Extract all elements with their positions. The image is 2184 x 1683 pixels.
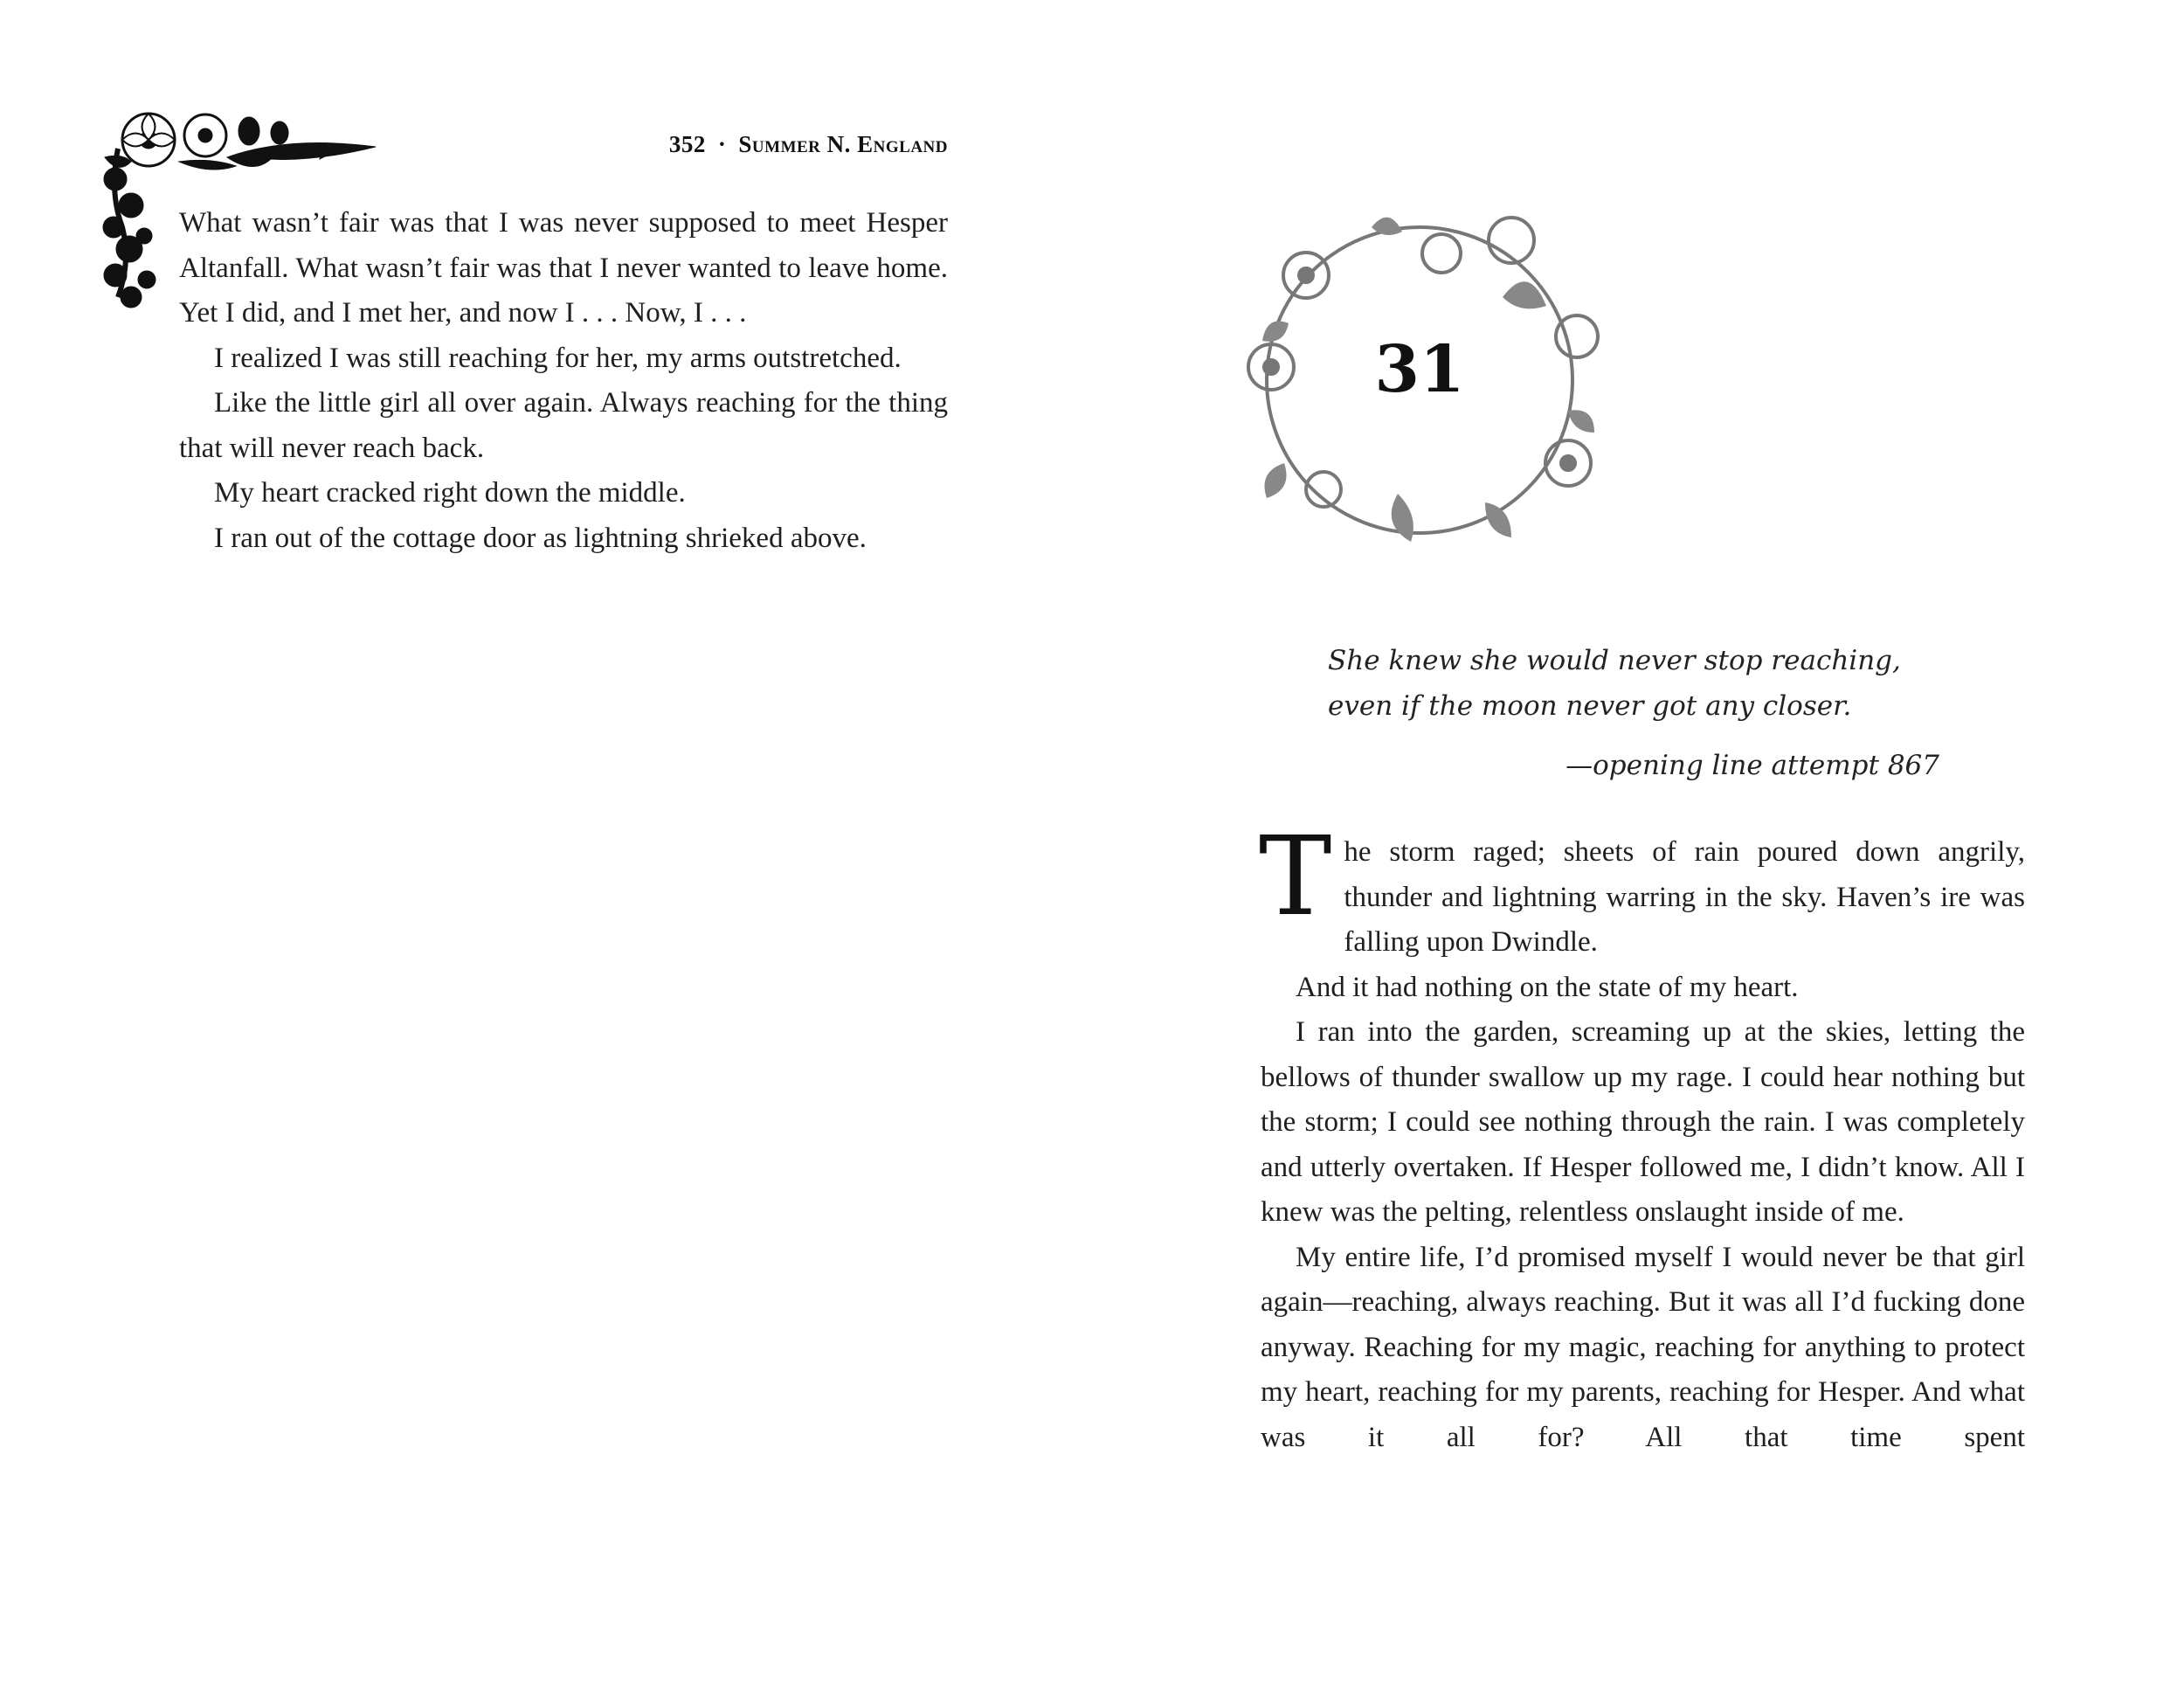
epigraph-source: —opening line attempt 867 (1565, 750, 1939, 781)
paragraph: And it had nothing on the state of my heart. (1296, 971, 1799, 1003)
opening-paragraph (1259, 814, 2025, 966)
paragraph: My heart cracked right down the middle. (214, 477, 686, 509)
paragraph: What wasn’t fair was that I was never supposed to meet Hesper Altanfall. What wasn’t fair was that I never wanted to leave home. Yet I did, and I met her, and now I . . . Now, I . . . (179, 207, 948, 329)
paragraph: I realized I was still reaching for her, my arms outstretched. (214, 342, 902, 374)
running-header (179, 131, 948, 158)
paragraph: I ran out of the cottage door as lightning shrieked above. (214, 522, 867, 554)
drop-cap: T (1259, 814, 1332, 940)
paragraph: I ran into the garden, screaming up at the skies, letting the bellows of thunder swallow up my rage. I could hear nothing but the storm; I could see nothing through the rain. I was completely and utterly overtaken. If Hesper followed me, I didn’t know. All I knew was the pelting, relentless onslaught inside of me. (1261, 1016, 2025, 1228)
right-body-text (1259, 814, 2025, 1460)
epigraph-text: She knew she would never stop reaching, even if the moon never got any closer. (1328, 645, 1901, 722)
paragraph: My entire life, I’d promised myself I would never be that girl again—reaching, always reaching. But it was all I’d fucking done anyway. Reaching for my magic, reaching for anything to protect my heart, reaching for my parents, reaching for Hesper. And what was it all for? All that time spent (1261, 1241, 2025, 1453)
page-number: 352 (668, 131, 706, 157)
chapter-number: 31 (1374, 332, 1465, 407)
left-body-text (179, 201, 948, 561)
header-separator: · (717, 131, 727, 157)
paragraph: Like the little girl all over again. Always reaching for the thing that will never reach back. (179, 387, 948, 464)
author-name: Summer N. England (738, 131, 948, 157)
opening-text: he storm raged; sheets of rain poured down angrily, thunder and lightning warring in the sky. Haven’s ire was falling upon Dwindle. (1344, 836, 2025, 958)
